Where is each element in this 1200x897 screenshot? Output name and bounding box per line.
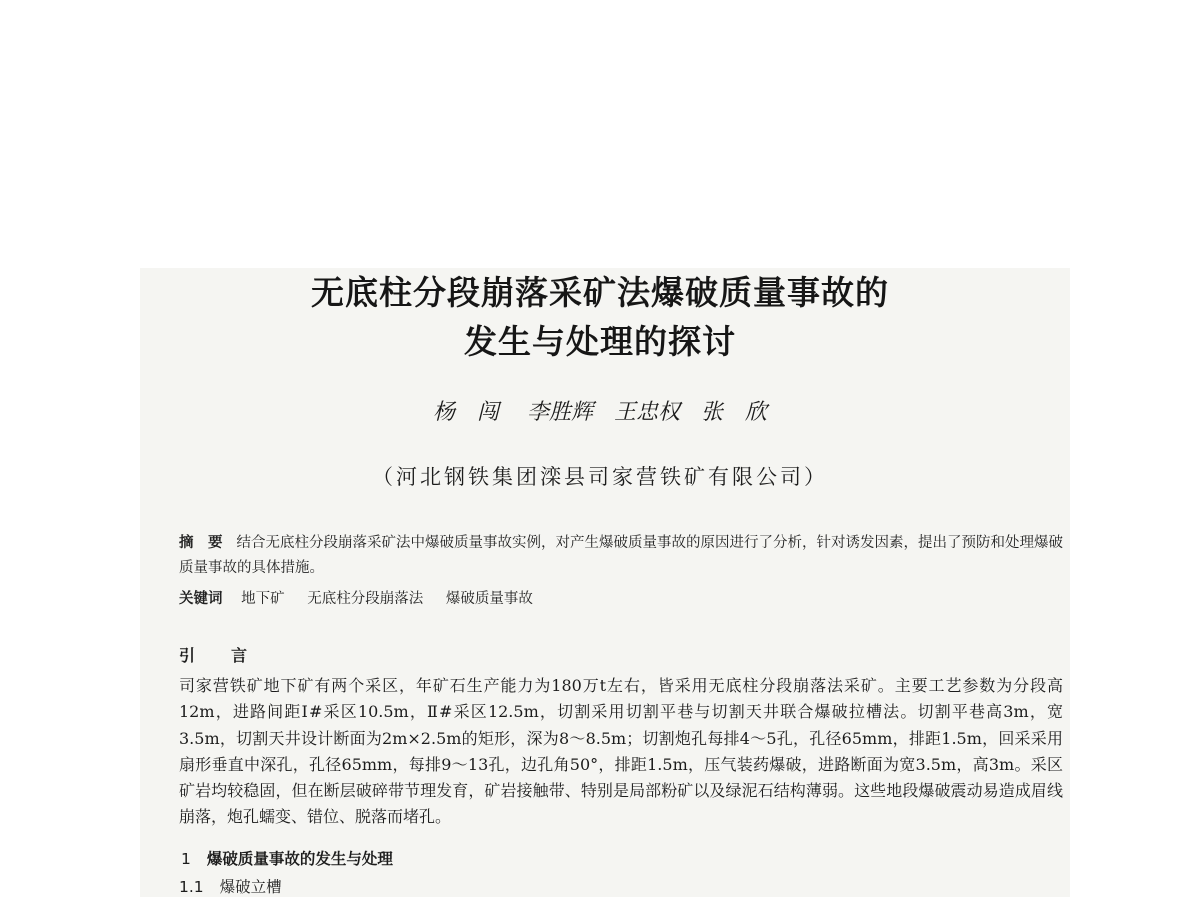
keywords-label: 关键词: [179, 591, 223, 607]
section-1-number: 1: [181, 850, 191, 868]
keyword-item: 地下矿: [241, 591, 285, 607]
abstract: [143, 531, 1063, 581]
paper-title-line-1: 无底柱分段崩落采矿法爆破质量事故的: [311, 273, 889, 312]
intro-paragraph: [143, 673, 1063, 831]
abstract-label: 摘 要: [179, 535, 223, 551]
keyword-item: 爆破质量事故: [445, 591, 533, 607]
author-4: 张 欣: [700, 400, 767, 425]
section-1-1-title: 爆破立槽: [219, 878, 282, 896]
section-1-title: 爆破质量事故的发生与处理: [206, 850, 393, 868]
keywords: [179, 587, 551, 612]
paper-title-line-2: 发生与处理的探讨: [464, 322, 736, 361]
author-2: 李胜辉: [526, 400, 593, 425]
section-1-1-heading: [179, 875, 282, 897]
intro-heading: 引 言: [179, 646, 258, 665]
affiliation: （河北钢铁集团滦县司家营铁矿有限公司）: [372, 465, 828, 489]
author-1: 杨 闯: [432, 400, 499, 425]
author-3: 王忠权: [613, 400, 680, 425]
intro-paragraph-text: 司家营铁矿地下矿有两个采区，年矿石生产能力为180万t左右，皆采用无底柱分段崩落法采矿。主要工艺参数为分段高12m，进路间距Ⅰ#采区10.5m，Ⅱ#采区12.5m，切割采用切割平巷与切割天井联合爆破拉槽法。切割平巷高3m，宽3.5m，切割天井设计断面为2m×2.5m的矩形，深为8～8.5m；切割炮孔每排4～5孔，孔径65mm，排距1.5m，回采采用扇形垂直中深孔，孔径65mm，每排9～13孔，边孔角50°，排距1.5m，压气装药爆破，进路断面为宽3.5m，高3m。采区矿岩均较稳固，但在断层破碎带节理发育，矿岩接触带、特别是局部粉矿以及绿泥石结构薄弱。这些地段爆破震动易造成眉线崩落，炮孔蠕变、错位、脱落而堵孔。: [179, 676, 1063, 827]
keyword-item: 无底柱分段崩落法: [307, 591, 424, 607]
section-1-1-number: 1.1: [179, 878, 204, 896]
abstract-text: 结合无底柱分段崩落采矿法中爆破质量事故实例，对产生爆破质量事故的原因进行了分析，针对诱发因素，提出了预防和处理爆破质量事故的具体措施。: [179, 535, 1063, 576]
section-1-heading: [181, 847, 393, 869]
author-list: [0, 398, 1200, 428]
